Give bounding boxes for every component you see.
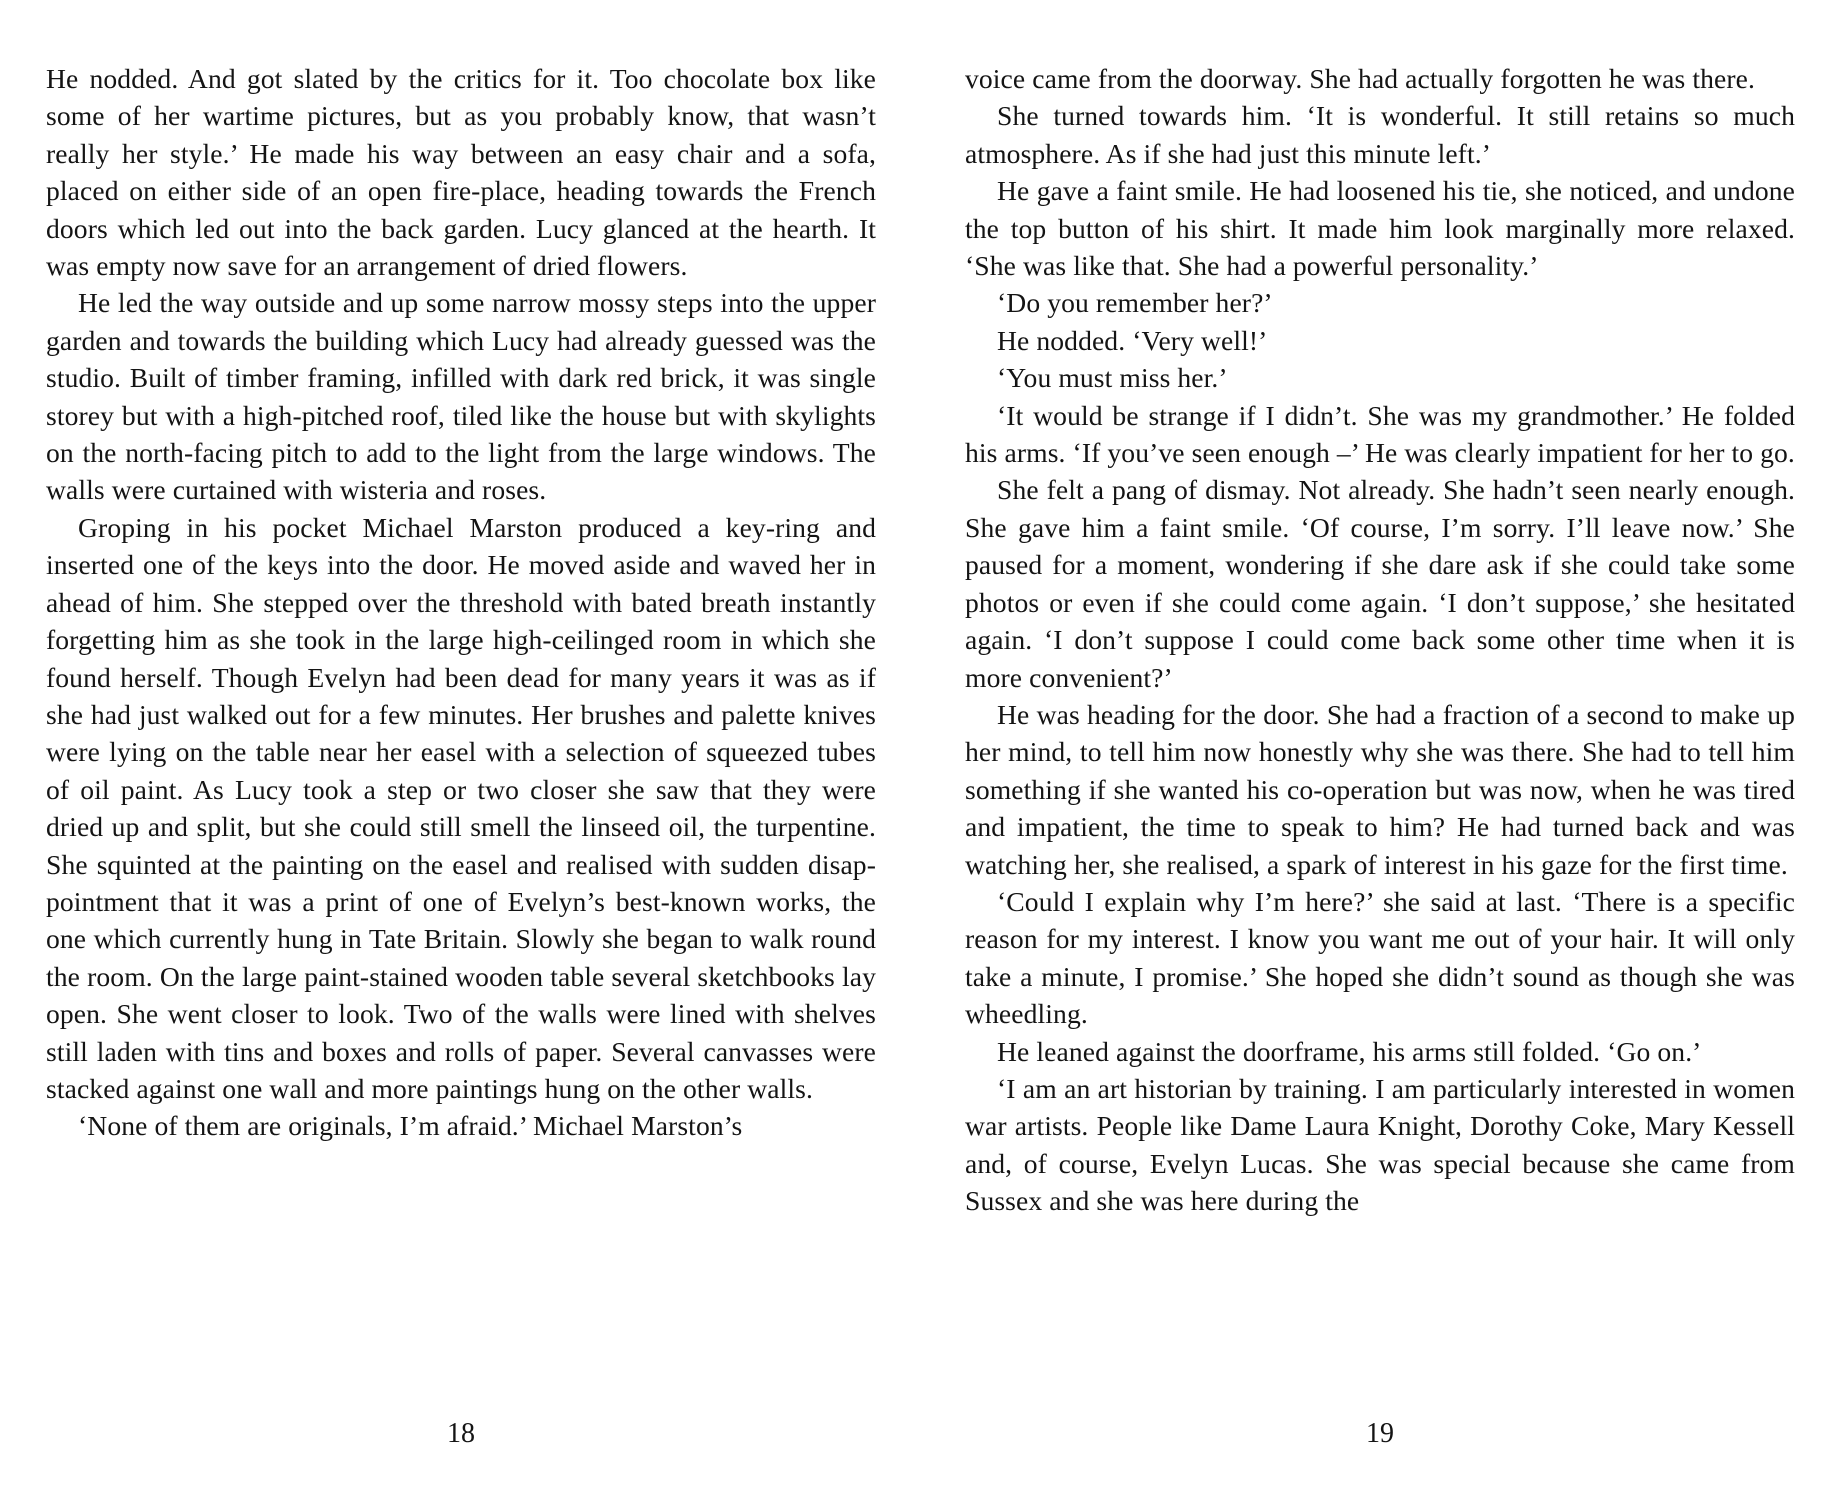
paragraph: She turned towards him. ‘It is wonderful. It still retains so much atmosphere. As if she had just this minute left.’ — [965, 100, 1795, 169]
right-page-text — [965, 60, 1795, 1220]
paragraph: She felt a pang of dismay. Not already. She hadn’t seen nearly enough. She gave him a faint smile. ‘Of course, I’m sorry. I’ll leave now.’ She paused for a moment, wondering if she dare ask if she could take some photos or even if she could come again. ‘I don’t suppose,’ she hesitated again. ‘I don’t suppose I could come back some other time when it is more convenient?’ — [965, 474, 1795, 693]
paragraph: He led the way outside and up some narrow mossy steps into the upper garden and towards the building which Lucy had already guessed was the studio. Built of timber framing, infilled with dark red brick, it was single storey but with a high-pitched roof, tiled like the house but with skylights on the north-facing pitch to add to the light from the large windows. The walls were curtained with wisteria and roses. — [46, 287, 876, 506]
paragraph: He nodded. And got slated by the critics for it. Too chocolate box like some of her wartime pictures, but as you probably know, that wasn’t really her style.’ He made his way between an easy chair and a sofa, placed on either side of an open fire-place, heading towards the French doors which led out into the back garden. Lucy glanced at the hearth. It was empty now save for an arrangement of dried flowers. — [46, 63, 876, 282]
left-page — [46, 60, 876, 1480]
paragraph: He was heading for the door. She had a fraction of a second to make up her mind, to tell him now honestly why she was there. She had to tell him something if she wanted his co-operation but was now, when he was tired and impatient, the time to speak to him? He had turned back and was watching her, she realised, a spark of interest in his gaze for the first time. — [965, 698, 1795, 880]
paragraph: He leaned against the doorframe, his arms still folded. ‘Go on.’ — [997, 1035, 1702, 1067]
paragraph: ‘Could I explain why I’m here?’ she said at last. ‘There is a specific reason for my interest. I know you want me out of your hair. It will only take a minute, I promise.’ She hoped she didn’t sound as though she was wheedling. — [965, 885, 1795, 1030]
paragraph: He gave a faint smile. He had loosened his tie, she noticed, and undone the top button of his shirt. It made him look marginally more relaxed. ‘She was like that. She had a powerful personality.’ — [965, 175, 1795, 282]
left-page-text — [46, 60, 876, 1145]
right-page — [965, 60, 1795, 1480]
paragraph: voice came from the doorway. She had actually forgotten he was there. — [965, 63, 1755, 94]
paragraph: Groping in his pocket Michael Marston produced a key-ring and inserted one of the keys into the door. He moved aside and waved her in ahead of him. She stepped over the threshold with bated breath instantly forgetting him as she took in the large high-ceilinged room in which she found herself. Though Evelyn had been dead for many years it was as if she had just walked out for a few minutes. Her brushes and palette knives were lying on the table near her easel with a selection of squeezed tubes of oil paint. As Lucy took a step or two closer she saw that they were dried up and split, but she could still smell the linseed oil, the turpentine. She squinted at the painting on the easel and realised with sudden disap-pointment that it was a print of one of Evelyn’s best-known works, the one which currently hung in Tate Britain. Slowly she began to walk round the room. On the large paint-stained wooden table several sketchbooks lay open. She went closer to look. Two of the walls were lined with shelves still laden with tins and boxes and rolls of paper. Several canvasses were stacked against one wall and more paintings hung on the other walls. — [46, 511, 876, 1104]
paragraph: ‘Do you remember her?’ — [997, 287, 1273, 319]
paragraph: ‘It would be strange if I didn’t. She was my grandmother.’ He folded his arms. ‘If you’ve seen enough –’ He was clearly impatient for her to go. — [965, 399, 1795, 469]
right-page-number: 19 — [1366, 1418, 1394, 1449]
paragraph: ‘You must miss her.’ — [997, 362, 1228, 394]
paragraph: ‘I am an art historian by training. I am particularly interested in women war artists. People like Dame Laura Knight, Dorothy Coke, Mary Kessell and, of course, Evelyn Lucas. She was special because she came from Sussex and she was here during the — [965, 1072, 1795, 1217]
left-page-number: 18 — [447, 1418, 475, 1449]
paragraph: ‘None of them are originals, I’m afraid.’ Michael Marston’s — [78, 1110, 743, 1142]
paragraph: He nodded. ‘Very well!’ — [997, 324, 1268, 356]
